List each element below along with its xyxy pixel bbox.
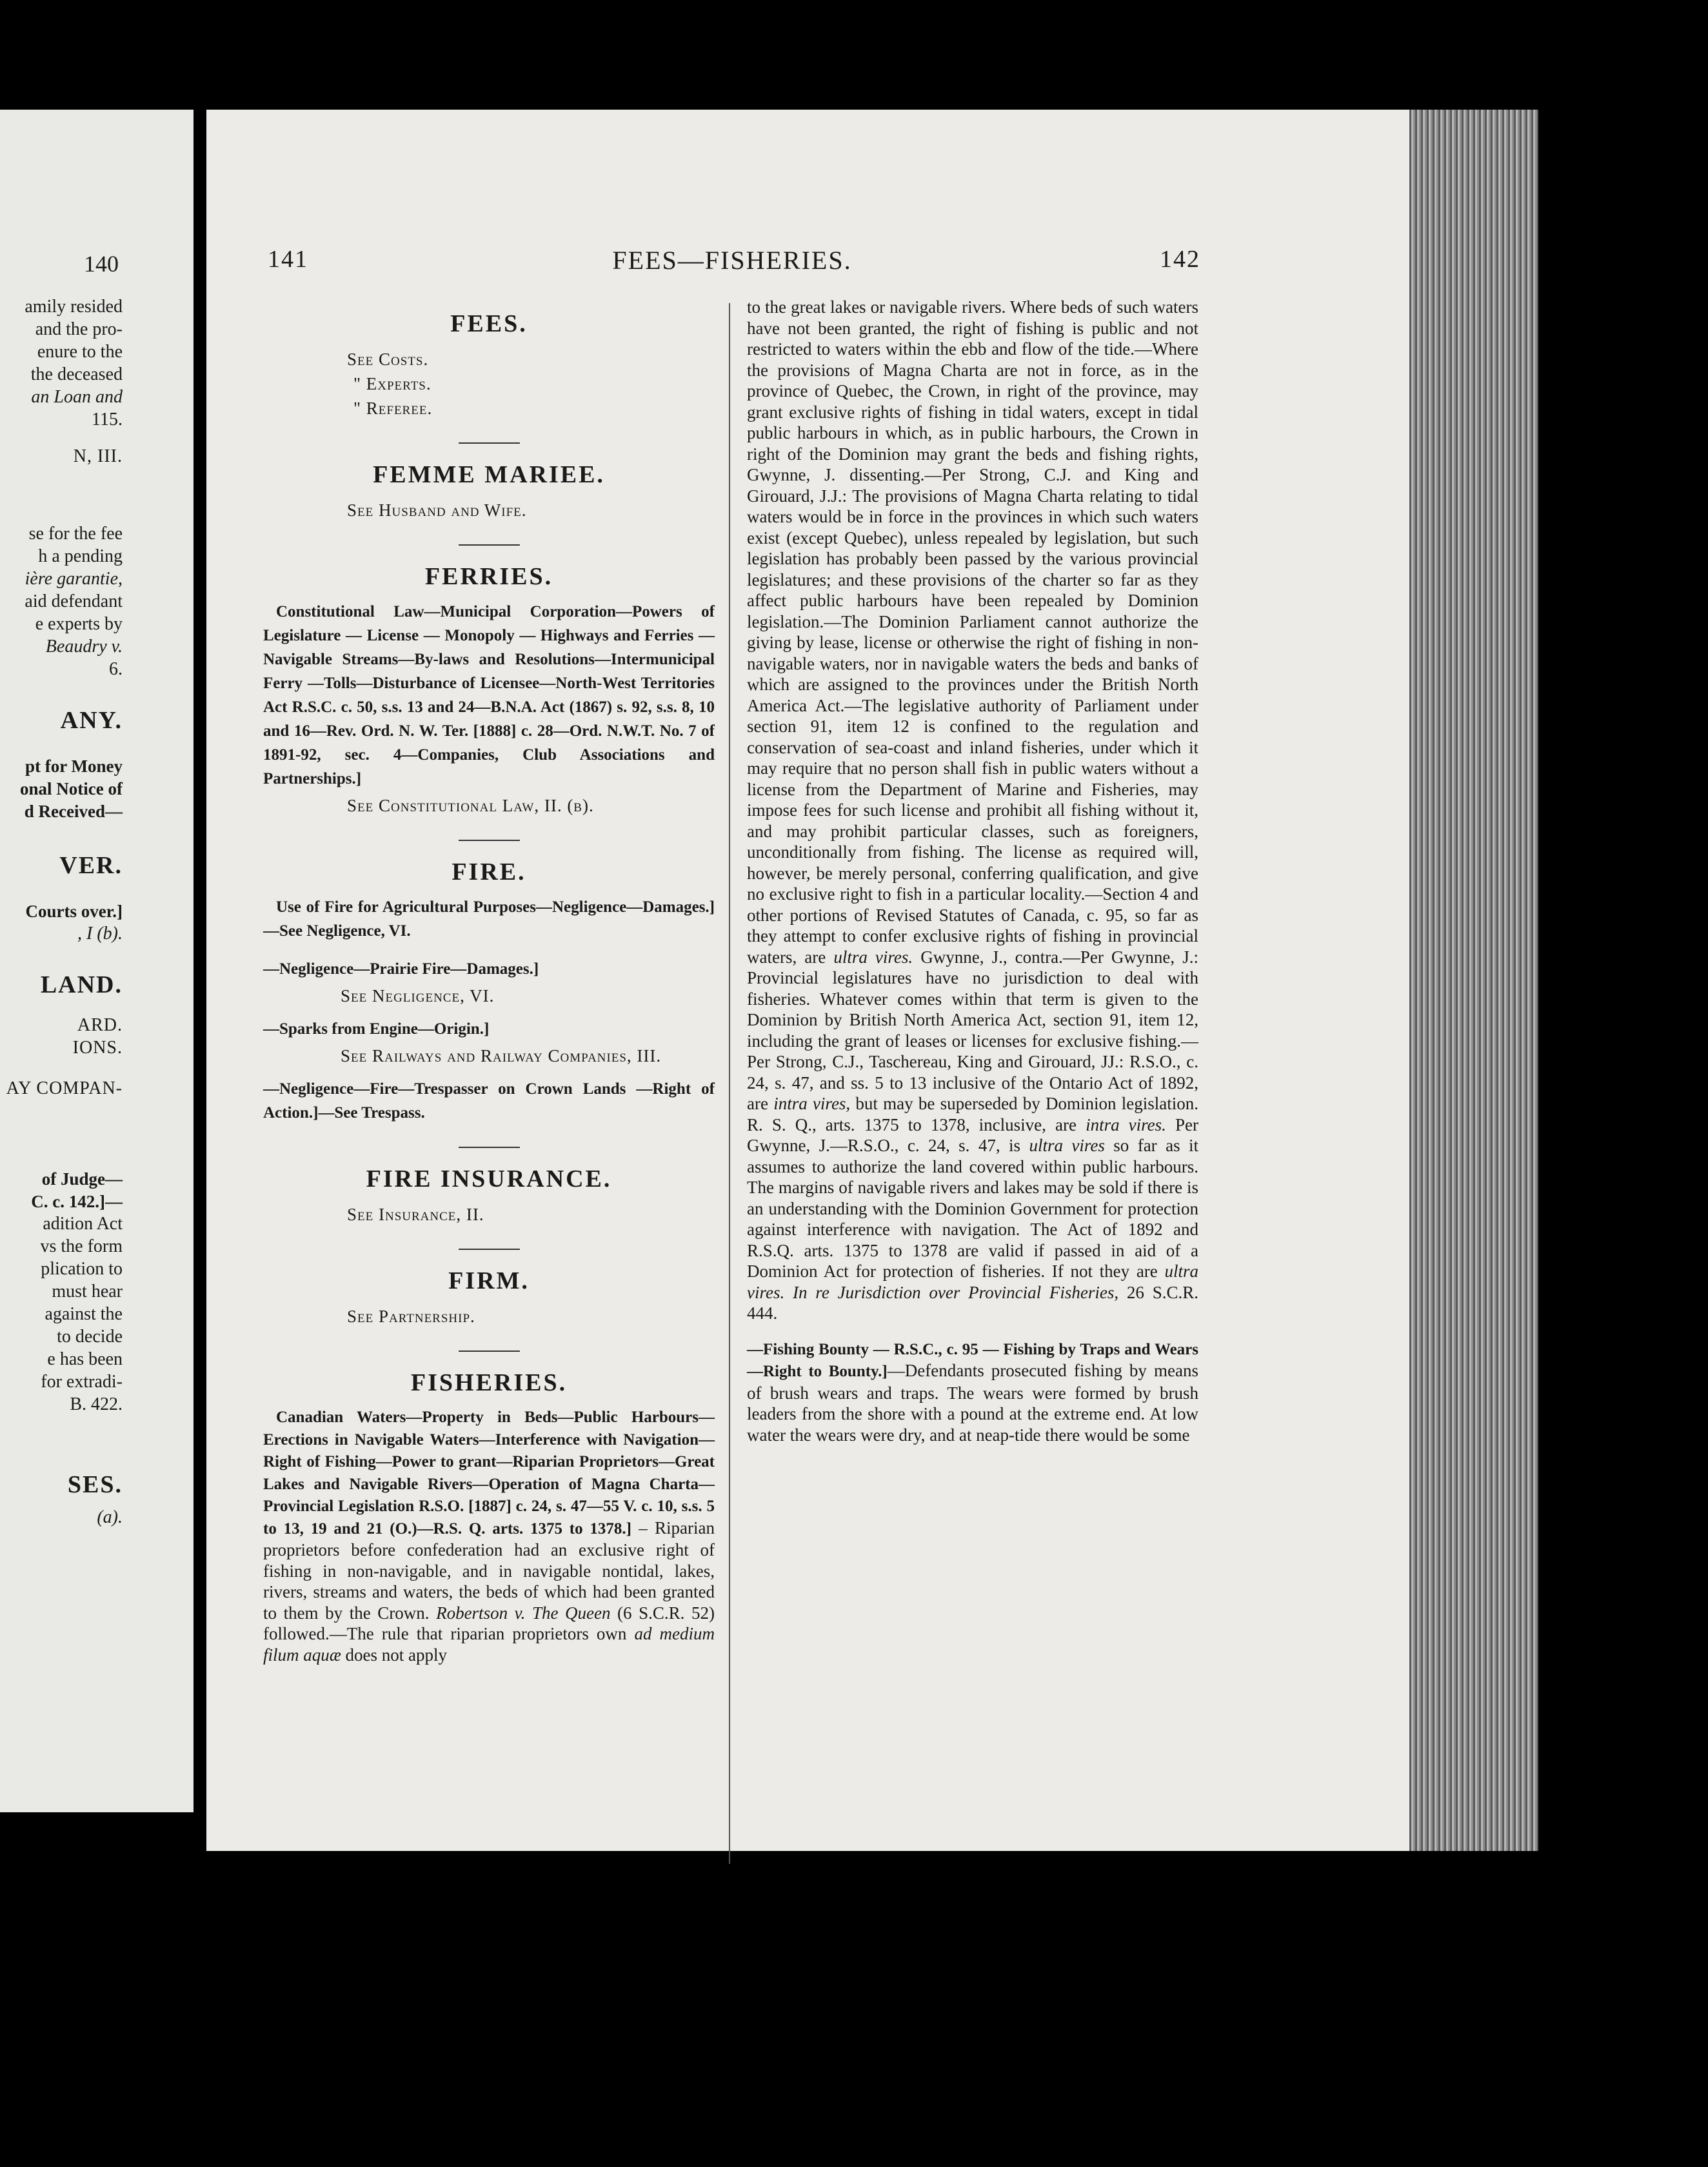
previous-page-line: to decide — [57, 1327, 123, 1347]
previous-page-line: AY COMPAN- — [6, 1078, 123, 1098]
previous-page-line: for extradi- — [41, 1372, 123, 1392]
previous-page-line: must hear — [52, 1281, 123, 1301]
continuation-text-b: Gwynne, J., contra.—Per Gwynne, J.: Provincial legislatures have no jurisdiction to deal with fisheries. Whatever comes within that term is given to the Dominion by British North America Act, section 91, item 12, including the grant of leases or licenses for exclusive fishing.—Per Strong, C.J., Taschereau, King and Girouard, JJ.: R.S.O., c. 24, s. 47, and ss. 5 to 13 inclusive of the Ontario Act of 1892, are — [747, 947, 1198, 1113]
fishing-bounty-catchwords: —Fishing Bounty — R.S.C., c. 95 — Fishing by Traps and Wears—Right to Bounty.] — [747, 1340, 1198, 1380]
previous-page-line: , I (b). — [77, 924, 123, 944]
fire-entry-agricultural: Use of Fire for Agricultural Purposes—Negligence—Damages.]—See Negligence, VI. — [263, 898, 715, 940]
see-experts: " Experts. — [353, 374, 432, 393]
previous-page-line: e has been — [47, 1349, 123, 1369]
previous-page-line: the deceased — [30, 364, 123, 384]
previous-page-line: Beaudry v. — [45, 637, 123, 657]
see-husband-and-wife: See Husband and Wife. — [347, 500, 527, 520]
heading-fisheries: FISHERIES. — [410, 1369, 568, 1396]
continuation-text-d: Per Gwynne, J.—R.S.O., c. 24, s. 47, is — [747, 1114, 1198, 1155]
section-rule — [459, 1147, 520, 1148]
see-costs: See Costs. — [347, 350, 429, 369]
left-page-number: 141 — [268, 246, 308, 273]
previous-page-line: onal Notice of — [20, 779, 123, 798]
previous-page-number: 140 — [84, 251, 119, 277]
fisheries-text-2: (6 S.C.R. 52) followed.—The rule that riparian proprietors own — [263, 1603, 715, 1643]
previous-page-line: VER. — [59, 852, 123, 879]
heading-fire-insurance: FIRE INSURANCE. — [366, 1165, 612, 1192]
previous-page-line: ARD. — [77, 1015, 123, 1035]
entry-firm — [263, 1267, 715, 1329]
section-rule — [459, 1249, 520, 1250]
fire-entry-prairie-see: See Negligence, VI. — [341, 986, 495, 1005]
previous-page-line: an Loan and — [31, 387, 123, 407]
previous-page-line: e experts by — [35, 614, 123, 634]
section-rule — [459, 442, 520, 444]
previous-page-line: 115. — [92, 410, 123, 430]
continuation-text-c: but may be superseded by Dominion legislation. R. S. Q., arts. 1375 to 1378, inclusive, are — [747, 1094, 1198, 1134]
previous-page-line: Courts over.] — [25, 902, 123, 921]
previous-page-line: and the pro- — [35, 319, 123, 339]
heading-fees: FEES. — [450, 310, 528, 337]
entry-fisheries — [263, 1369, 715, 1665]
entry-fire — [263, 858, 715, 1125]
section-rule — [459, 1351, 520, 1352]
previous-page-line: pt for Money — [25, 757, 123, 776]
continuation-text-a: to the great lakes or navigable rivers. Where beds of such waters have not been granted, the right of fishing is public and not restricted to waters within the ebb and flow of the tide.—Where the provisions of Magna Charta are not in force, as in the province of Quebec, the Crown, in right of the province, may grant exclusive rights of fishing in tidal waters, except in tidal public harbours in which, as in public harbours, the Crown in right of the Dominion may grant the beds and fishing rights, Gwynne, J. dissenting.—Per Strong, C.J. and King and Girouard, J.J.: The provisions of Magna Charta relating to tidal waters would be in force in the provinces in which such waters exist (except Quebec), unless repealed by legislation, but such legislation has probably been passed by the various provincial legislatures; and these provisions of the charter so far as they affect public harbours have been repealed by Dominion legislation.—The Dominion Parliament cannot authorize the giving by lease, license or otherwise the right of fishing in non-navigable waters, nor in navigable waters the beds and banks of which are assigned to the provinces under the British North America Act.—The legislative authority of Parliament under section 91, item 12 is confined to the regulation and conservation of sea-coast and inland fisheries, under which it may require that no person shall fish in public waters without a license from the Department of Marine and Fisheries, may impose fees for such license and prohibit all fishing without it, and may prohibit particular classes, such as foreigners, unconditionally from fishing. The license as required will, however, be merely personal, conferring qualification, and give no exclusive right to fish in a particular locality.—Section 4 and other portions of Revised Statutes of Canada, c. 95, so far as they attempt to confer exclusive rights of fishing in provincial waters, are — [747, 297, 1198, 967]
ultra-vires-1: ultra vires. — [833, 947, 913, 967]
ultra-vires-3: ultra vires. — [747, 1262, 1198, 1302]
fishing-bounty-entry — [747, 1338, 1198, 1446]
previous-page-fragment — [0, 110, 194, 1812]
previous-page-line: aid defendant — [25, 591, 123, 611]
previous-page-line: adition Act — [43, 1214, 123, 1234]
previous-page-line: N, III. — [73, 446, 123, 466]
continuation-text-e: so far as it assumes to authorize the land covered within public harbours. The margins of navigable rivers and lakes may be sold if there is an understanding with the Dominion Government for protection against interference with navigation. The Act of 1892 and R.S.Q. arts. 1375 to 1378 are valid if passed in aid of a Dominion Act for protection of fisheries. If not they are — [747, 1136, 1198, 1281]
fisheries-text-1: – Riparian proprietors before confederation had an exclusive right of fishing in non-navigable, and in navigable nontidal, lakes, rivers, streams and waters, the beds of which had been granted to them by the Crown. — [263, 1518, 715, 1623]
previous-page-line: of Judge— — [41, 1169, 123, 1189]
fisheries-body — [263, 1406, 715, 1665]
intra-vires-2: intra vires. — [1086, 1114, 1166, 1134]
case-provincial-fisheries: In re Jurisdiction over Provincial Fisheries, — [793, 1282, 1119, 1302]
fisheries-latin-phrase: ad medium filum aquæ — [263, 1624, 715, 1665]
previous-page-line: SES. — [67, 1471, 123, 1498]
previous-page-line: LAND. — [40, 971, 123, 998]
fisheries-continuation — [747, 297, 1198, 1324]
right-column — [747, 297, 1198, 1445]
fishing-bounty-text: —Defendants prosecuted fishing by means of brush wears and traps. The wears were formed by brush leaders from the shore with a pound at the extreme end. At low water the wears were dry, and at neap-tide there would be some — [747, 1361, 1198, 1445]
running-header-title: FEES—FISHERIES. — [612, 246, 852, 275]
previous-page-line: amily resided — [25, 297, 123, 317]
see-partnership: See Partnership. — [347, 1307, 475, 1326]
previous-page-line: vs the form — [40, 1236, 123, 1256]
intra-vires-1: intra vires, — [773, 1094, 851, 1113]
previous-page-line: enure to the — [37, 342, 123, 362]
previous-page-line: plication to — [41, 1259, 123, 1279]
fire-entry-sparks-see: See Railways and Railway Companies, III. — [341, 1046, 662, 1065]
previous-page-line: C. c. 142.]— — [31, 1192, 123, 1211]
left-column — [263, 297, 715, 1665]
previous-page-line: B. 422. — [70, 1394, 123, 1414]
fisheries-text-3: does not apply — [341, 1645, 447, 1665]
previous-page-line: 6. — [109, 659, 123, 679]
ultra-vires-2: ultra vires — [1029, 1136, 1105, 1155]
fire-entry-sparks: —Sparks from Engine—Origin.] — [263, 1020, 490, 1038]
previous-page-line: se for the fee — [28, 524, 123, 544]
heading-ferries: FERRIES. — [424, 563, 553, 590]
fire-entry-prairie: —Negligence—Prairie Fire—Damages.] — [263, 960, 539, 978]
heading-femme-mariee: FEMME MARIEE. — [373, 461, 605, 488]
previous-page-line: IONS. — [72, 1038, 123, 1058]
fisheries-case-robertson: Robertson v. The Queen — [436, 1603, 611, 1623]
section-rule — [459, 544, 520, 546]
book-page-edges — [1409, 110, 1538, 1851]
entry-fees — [263, 310, 715, 421]
previous-page-line: ière garantie, — [25, 569, 123, 589]
heading-firm: FIRM. — [448, 1267, 530, 1294]
previous-page-line: h a pending — [38, 546, 123, 566]
heading-fire: FIRE. — [452, 858, 526, 886]
previous-page-line: ANY. — [60, 707, 123, 734]
see-constitutional-law: See Constitutional Law, II. (b). — [347, 796, 594, 815]
see-insurance: See Insurance, II. — [347, 1205, 484, 1224]
see-referee: " Referee. — [353, 399, 433, 418]
previous-page-line: against the — [45, 1304, 123, 1324]
previous-page-line: (a). — [97, 1507, 123, 1527]
entry-ferries — [263, 562, 715, 818]
section-rule — [459, 840, 520, 841]
column-divider — [729, 303, 730, 1864]
fisheries-catchwords: Canadian Waters—Property in Beds—Public Harbours—Erections in Navigable Waters—Interference with Navigation—Right of Fishing—Power to grant—Riparian Proprietors—Great Lakes and Navigable Rivers—Operation of Magna Charta—Provincial Legislation R.S.O. [1887] c. 24, s. 47—55 V. c. 10, s.s. 5 to 13, 19 and 21 (O.)—R.S. Q. arts. 1375 to 1378.] — [263, 1409, 715, 1538]
entry-fire-insurance — [263, 1165, 715, 1227]
fire-entry-trespass: —Negligence—Fire—Trespasser on Crown Lands —Right of Action.]—See Trespass. — [263, 1080, 715, 1122]
entry-femme-mariee — [263, 460, 715, 522]
right-page-number: 142 — [1160, 246, 1200, 273]
case-citation: 26 S.C.R. 444. — [747, 1282, 1199, 1323]
ferries-catchwords: Constitutional Law—Municipal Corporation—Powers of Legislature — License — Monopoly — Highways and Ferries — Navigable Streams—By-laws and Resolutions—Intermunicipal Ferry —Tolls—Disturbance of Licensee—North-West Territories Act R.S.C. c. 50, s.s. 13 and 24—B.N.A. Act (1867) s. 92, s.s. 8, 10 and 16—Rev. Ord. N. W. Ter. [1888] c. 28—Ord. N.W.T. No. 7 of 1891-92, sec. 4—Companies, Club Associations and Partnerships.] — [263, 603, 715, 787]
previous-page-line: d Received— — [24, 802, 123, 821]
